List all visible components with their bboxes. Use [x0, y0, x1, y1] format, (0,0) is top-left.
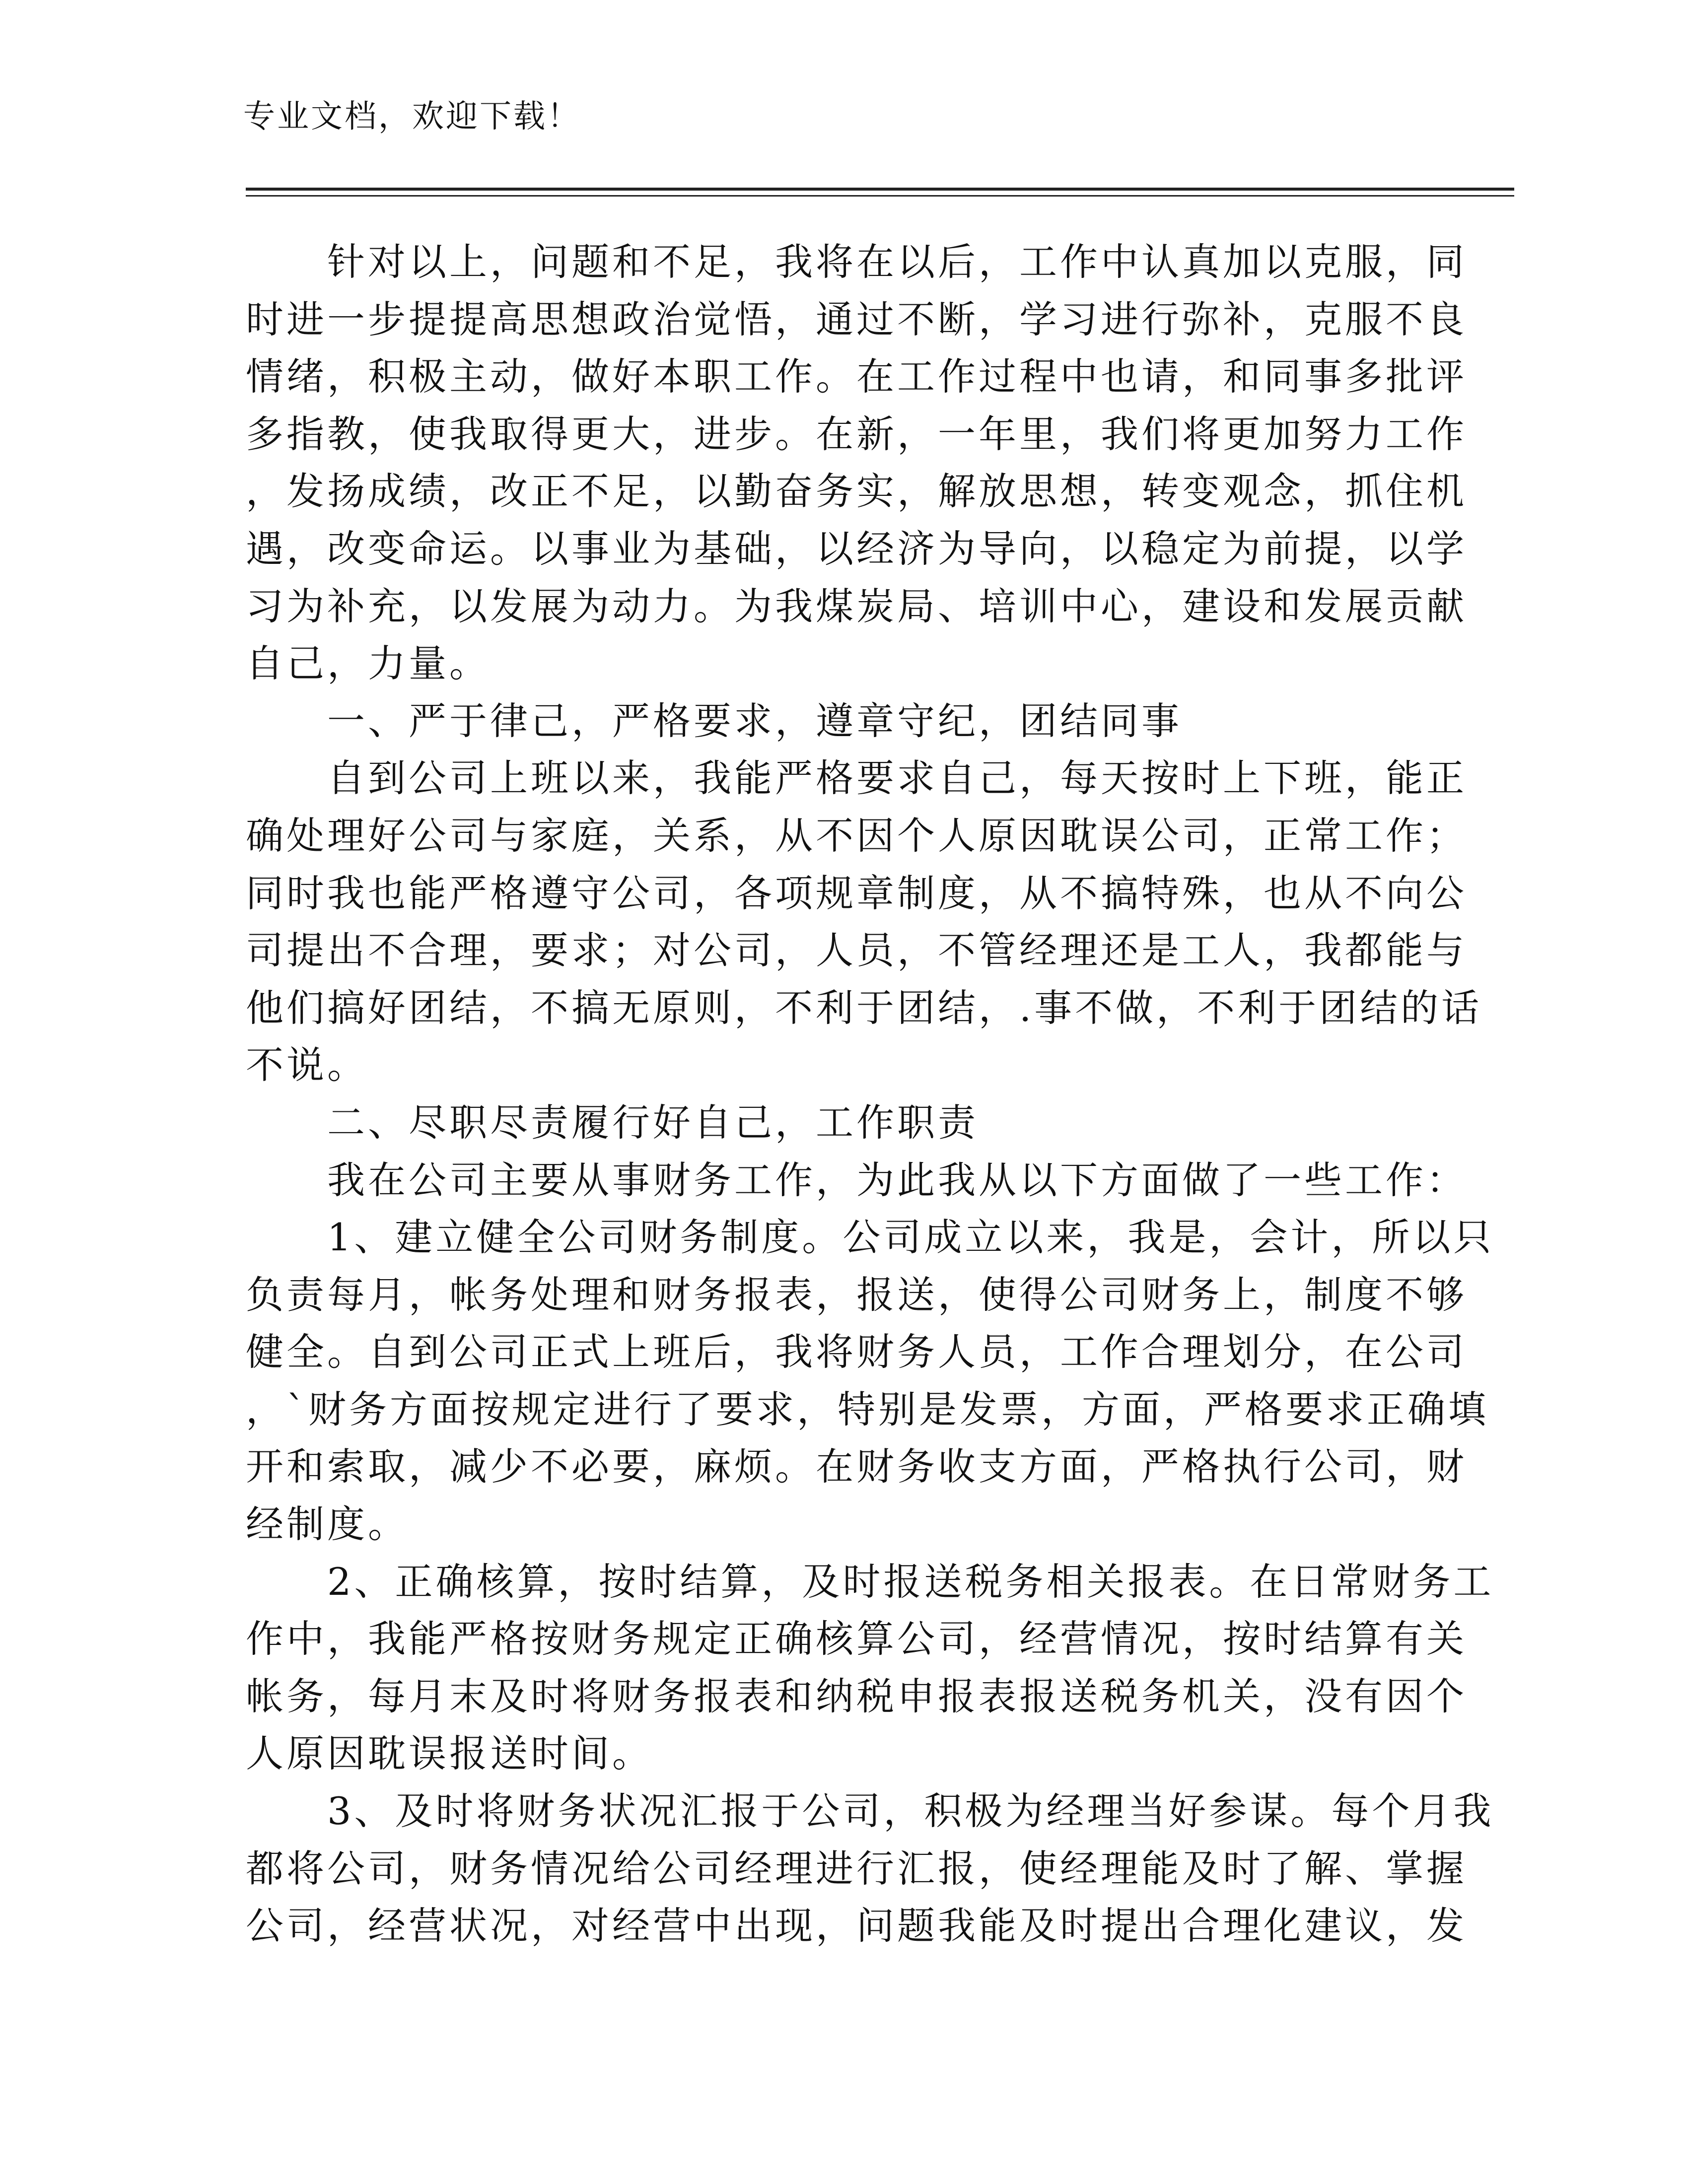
- header-note: 专业文档，欢迎下载！: [243, 98, 581, 135]
- text-line: 健全。自到公司正式上班后，我将财务人员，工作合理划分，在公司: [246, 1330, 1467, 1374]
- text-line: 开和索取，减少不必要，麻烦。在财务收支方面，严格执行公司，财: [246, 1444, 1467, 1489]
- text-line: 遇，改变命运。以事业为基础，以经济为导向，以稳定为前提，以学: [246, 526, 1467, 571]
- text-line: 一、严于律己，严格要求，遵章守纪，团结同事: [246, 698, 1182, 743]
- text-line: 司提出不合理，要求；对公司，人员，不管经理还是工人，我都能与: [246, 928, 1467, 973]
- header-divider-thick: [246, 188, 1514, 191]
- text-line: 3、及时将财务状况汇报于公司，积极为经理当好参谋。每个月我: [246, 1789, 1494, 1834]
- text-line: 帐务，每月末及时将财务报表和纳税申报表报送税务机关，没有因个: [246, 1674, 1467, 1718]
- text-line: 同时我也能严格遵守公司，各项规章制度，从不搞特殊，也从不向公: [246, 871, 1467, 915]
- text-line: 确处理好公司与家庭，关系，从不因个人原因耽误公司，正常工作；: [246, 813, 1467, 858]
- text-line: 经制度。: [246, 1502, 409, 1547]
- text-line: 自到公司上班以来，我能严格要求自己，每天按时上下班，能正: [246, 756, 1467, 801]
- text-line: 负责每月，帐务处理和财务报表，报送，使得公司财务上，制度不够: [246, 1272, 1467, 1317]
- text-line: 人原因耽误报送时间。: [246, 1731, 653, 1776]
- text-line: 二、尽职尽责履行好自己，工作职责: [246, 1100, 979, 1145]
- text-line: 针对以上，问题和不足，我将在以后，工作中认真加以克服，同: [246, 240, 1467, 284]
- text-line: 时进一步提提高思想政治觉悟，通过不断，学习进行弥补，克服不良: [246, 297, 1467, 341]
- text-line: 自己，力量。: [246, 641, 490, 686]
- text-line: 情绪，积极主动，做好本职工作。在工作过程中也请，和同事多批评: [246, 354, 1467, 399]
- text-line: 习为补充，以发展为动力。为我煤炭局、培训中心，建设和发展贡献: [246, 584, 1467, 628]
- header-divider-thin: [246, 195, 1514, 197]
- text-line: ，`财务方面按规定进行了要求，特别是发票，方面，严格要求正确填: [246, 1387, 1489, 1432]
- text-line: 多指教，使我取得更大，进步。在新，一年里，我们将更加努力工作: [246, 411, 1467, 456]
- text-line: 公司，经营状况，对经营中出现，问题我能及时提出合理化建议，发: [246, 1904, 1467, 1948]
- text-line: 1、建立健全公司财务制度。公司成立以来，我是，会计，所以只: [246, 1215, 1494, 1260]
- text-line: 他们搞好团结，不搞无原则，不利于团结，.事不做，不利于团结的话: [246, 985, 1482, 1030]
- document-body: [246, 233, 1494, 1955]
- text-line: 我在公司主要从事财务工作，为此我从以下方面做了一些工作：: [246, 1158, 1467, 1202]
- text-line: 作中，我能严格按财务规定正确核算公司，经营情况，按时结算有关: [246, 1617, 1467, 1661]
- text-line: 2、正确核算，按时结算，及时报送税务相关报表。在日常财务工: [246, 1559, 1494, 1604]
- text-line: 不说。: [246, 1043, 368, 1088]
- text-line: ，发扬成绩，改正不足，以勤奋务实，解放思想，转变观念，抓住机: [246, 469, 1467, 514]
- text-line: 都将公司，财务情况给公司经理进行汇报，使经理能及时了解、掌握: [246, 1846, 1467, 1891]
